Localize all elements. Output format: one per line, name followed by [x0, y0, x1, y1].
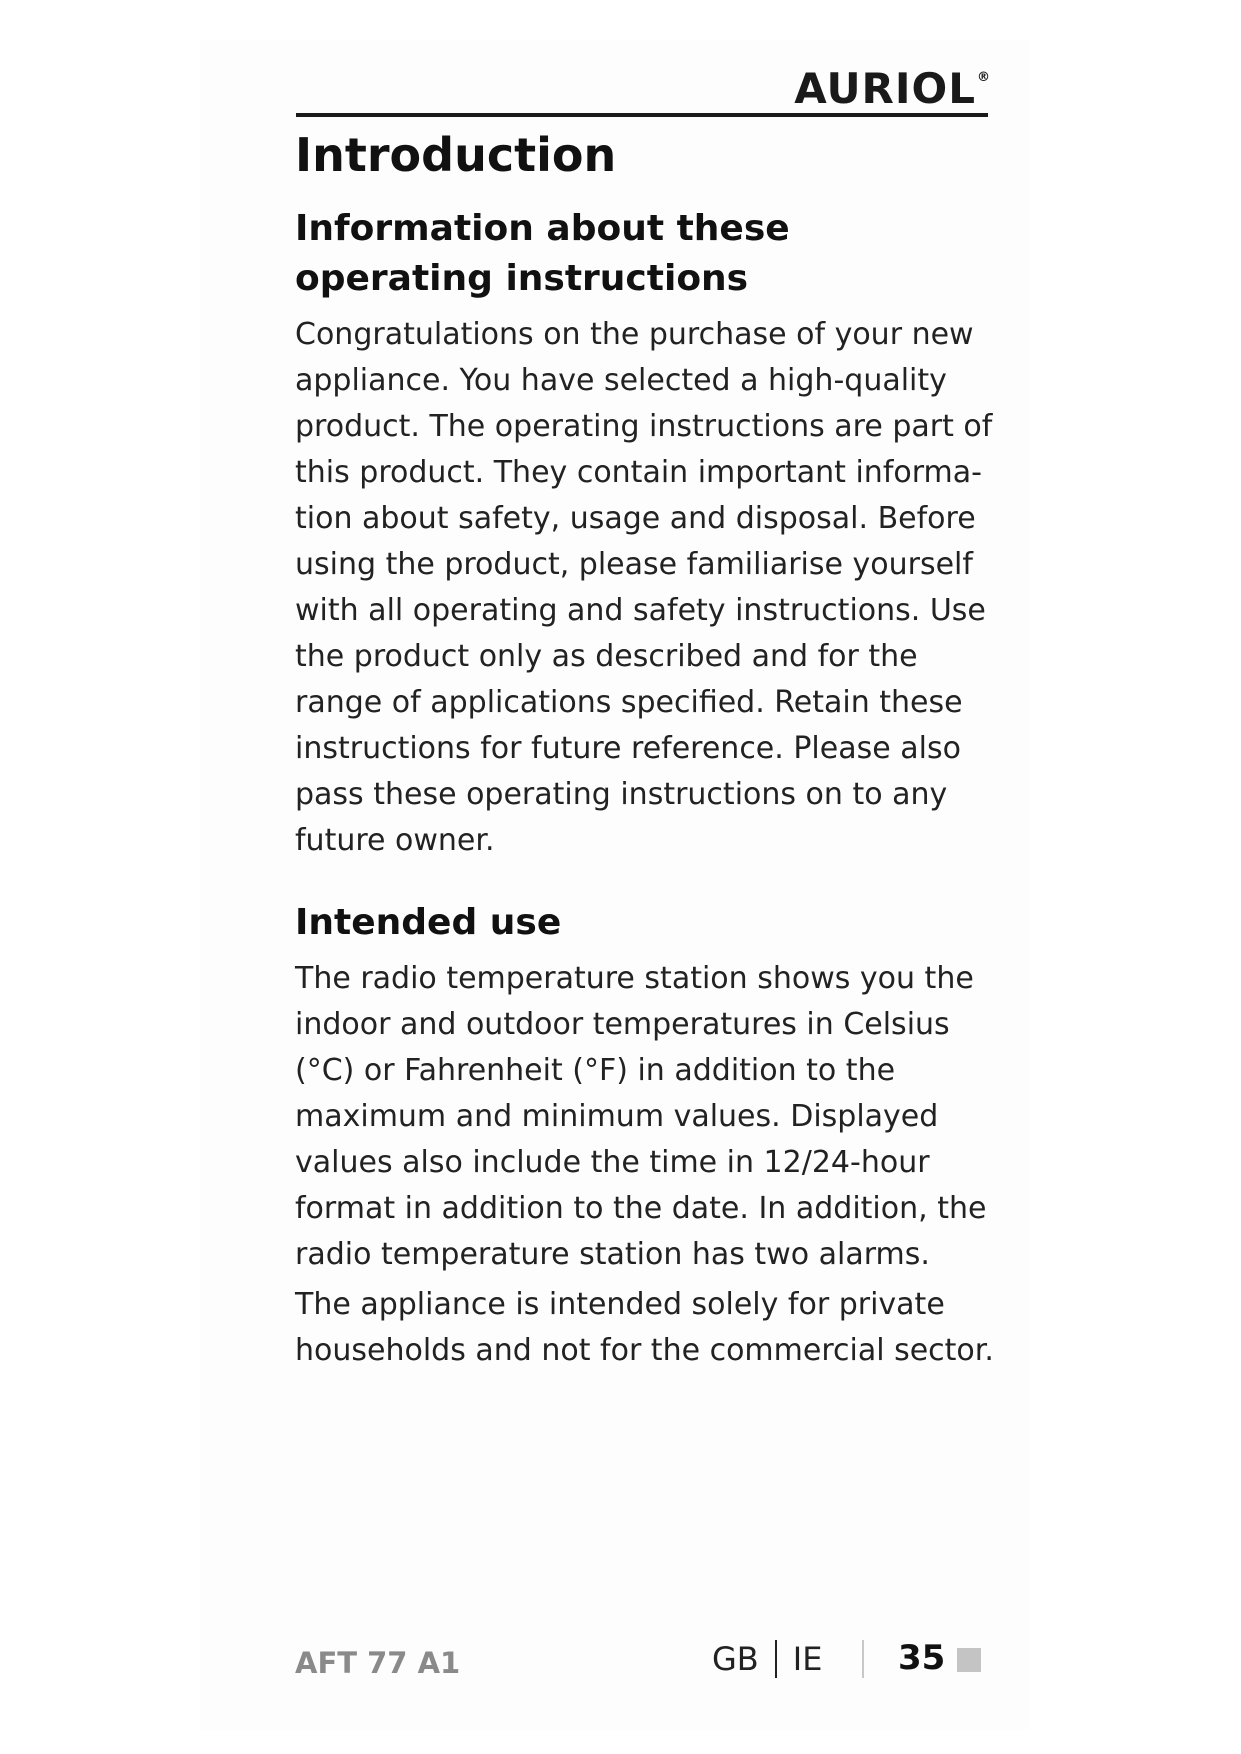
footer-languages: [712, 1640, 822, 1678]
page-marker-square: [957, 1648, 981, 1672]
page-title: Introduction: [295, 128, 617, 182]
brand-name: AURIOL: [794, 64, 976, 113]
section-heading-line-1: Information about these: [295, 208, 790, 249]
main-content: [295, 124, 995, 1374]
footer-lang-separator: [775, 1640, 777, 1678]
intended-use-paragraph-2: The appliance is intended solely for private households and not for the commercial sector.: [295, 1287, 994, 1368]
intended-use-paragraph-1: The radio temperature station shows you the indoor and outdoor temperatures in Celsius (°C) or Fahrenheit (°F) in addition to the maximum and minimum values. Displayed values also include the time in 12/24-hour format in addition to the date. In addition, the radio temperature station has two alarms.: [295, 961, 987, 1272]
section-heading-line-2: operating instructions: [295, 258, 749, 299]
footer-model-number: AFT 77 A1: [295, 1646, 461, 1680]
footer-lang-ie: IE: [792, 1640, 823, 1678]
information-paragraph: Congratulations on the purchase of your new appliance. You have selected a high-quality product. The operating instructions are part of this product. They contain important informa-tion about safety, usage and disposal. Before using the product, please familiarise yourself with all operating and safety instructions. Use the product only as described and for the range of applications specified. Retain these instructions for future reference. Please also pass these operating instructions on to any future owner.: [295, 317, 993, 858]
brand-logo: [794, 64, 991, 113]
section-heading-information: [295, 204, 995, 304]
header-rule: [296, 113, 988, 117]
page-number: 35: [898, 1638, 946, 1678]
section-heading-intended-use: Intended use: [295, 902, 562, 943]
footer-divider: [862, 1640, 864, 1678]
footer-lang-gb: GB: [712, 1640, 759, 1678]
registered-mark: ®: [977, 70, 991, 85]
